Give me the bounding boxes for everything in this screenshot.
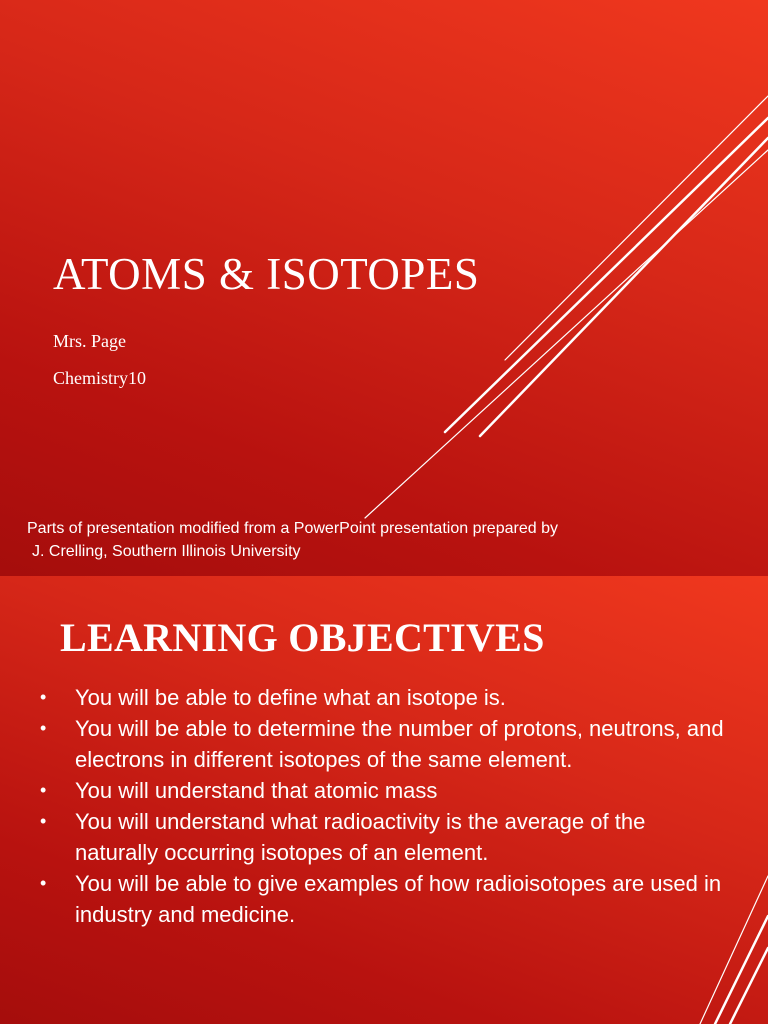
list-item: • You will be able to determine the number of protons, neutrons, and electrons in different isotopes of the same element. xyxy=(40,713,730,775)
decorative-line xyxy=(445,118,768,432)
decorative-line xyxy=(715,916,768,1024)
list-item: • You will be able to define what an isotope is. xyxy=(40,682,730,713)
list-item: • You will understand that atomic mass xyxy=(40,775,730,806)
course-name: Chemistry10 xyxy=(53,368,146,388)
decorative-line xyxy=(365,150,768,518)
objectives-list xyxy=(40,682,730,930)
slide-title: LEARNING OBJECTIVES xyxy=(60,615,545,660)
author-name: Mrs. Page xyxy=(53,331,126,351)
credit-line: Parts of presentation modified from a PowerPoint presentation prepared by xyxy=(27,520,558,537)
decorative-line xyxy=(730,948,768,1024)
objectives-slide xyxy=(0,576,768,1024)
decorative-line xyxy=(480,138,768,436)
list-item: • You will be able to give examples of how radioisotopes are used in industry and medicine. xyxy=(40,868,730,930)
decorative-line xyxy=(505,96,768,360)
credit-line: J. Crelling, Southern Illinois University xyxy=(32,543,301,560)
presentation-title: ATOMS & ISOTOPES xyxy=(53,249,480,299)
credit-text xyxy=(27,517,727,563)
list-item: • You will understand what radioactivity is the average of the naturally occurring isotopes of an element. xyxy=(40,806,730,868)
